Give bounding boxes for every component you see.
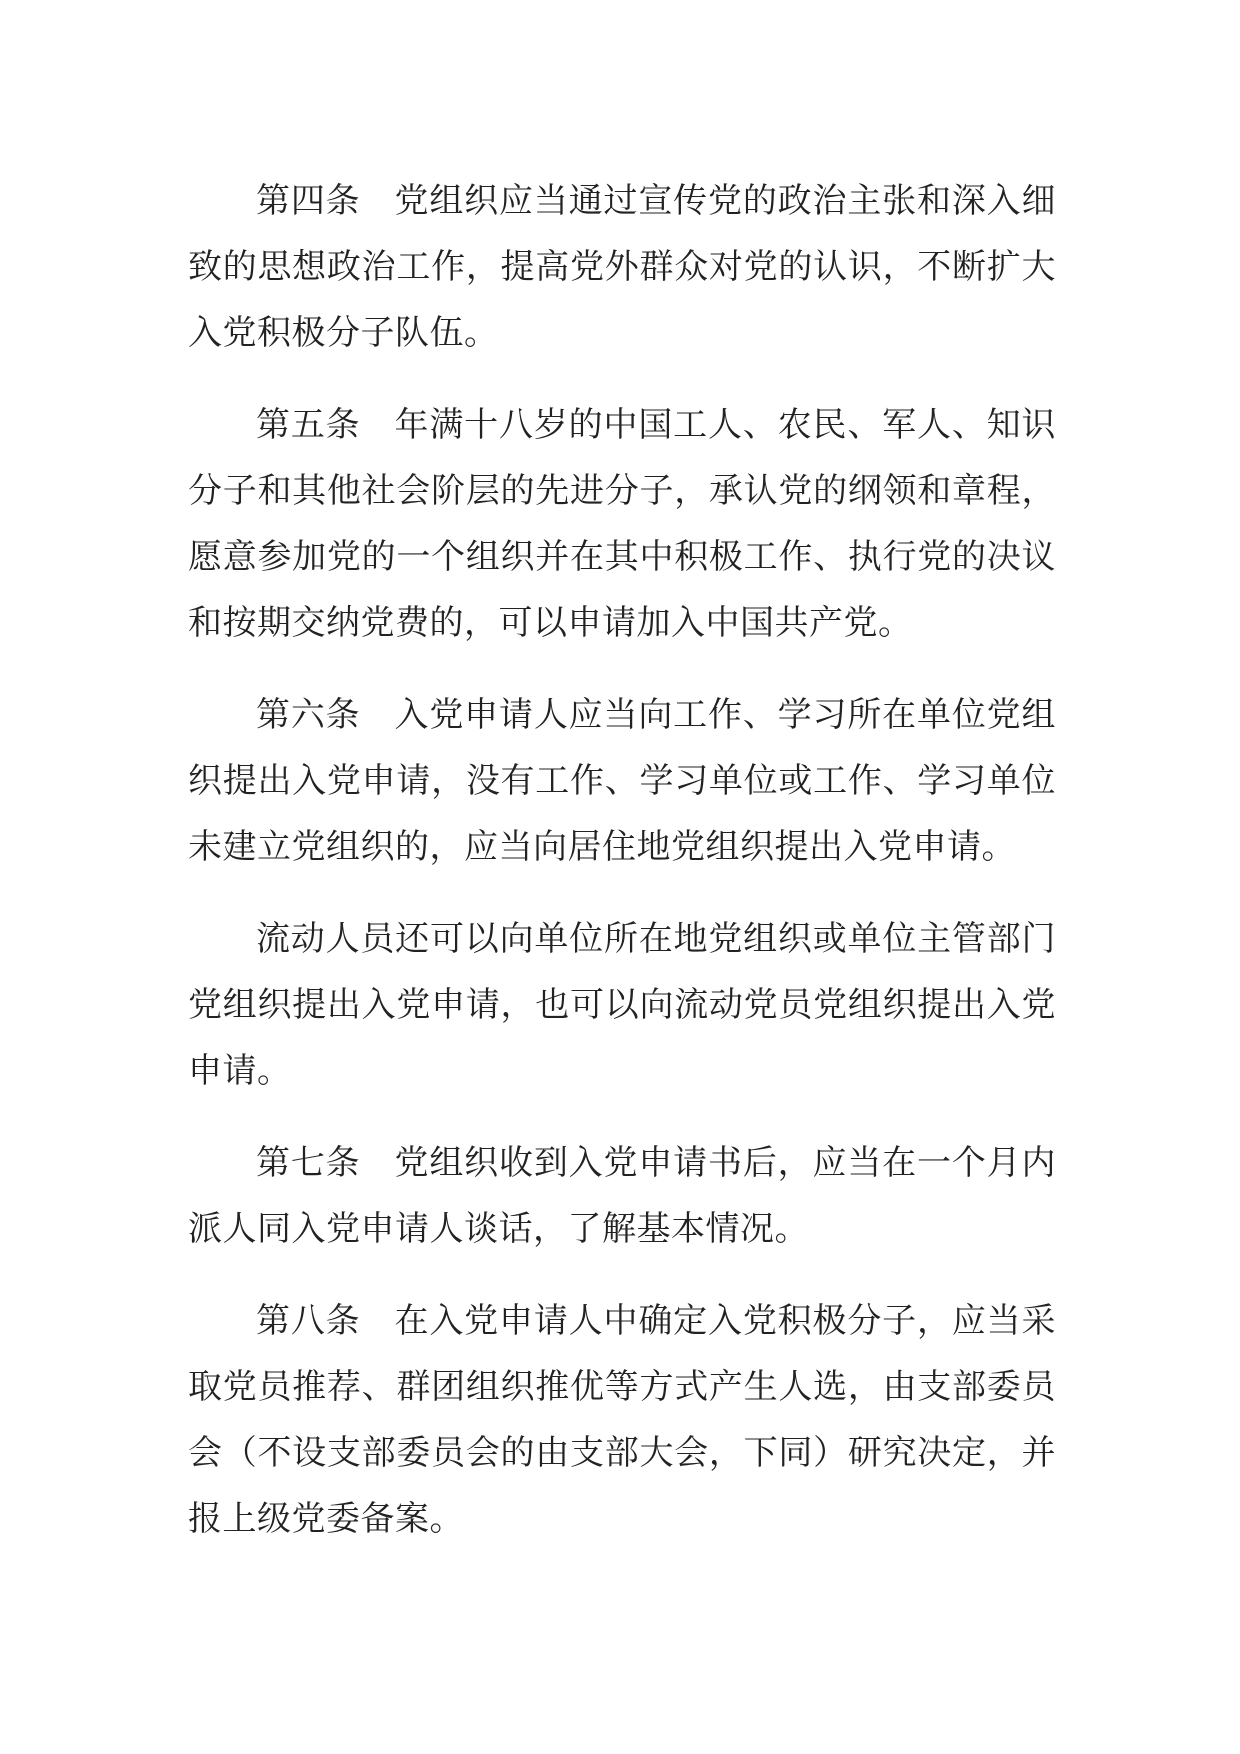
article-6-paragraph	[188, 682, 1056, 880]
article-text: 在入党申请人中确定入党积极分子，应当采取党员推荐、群团组织推优等方式产生人选，由支部委员会（不设支部委员会的由支部大会，下同）研究决定，并报上级党委备案。	[188, 1301, 1056, 1539]
article-number: 第七条	[256, 1143, 361, 1183]
article-4-paragraph	[188, 168, 1056, 366]
article-number: 第八条	[256, 1301, 361, 1341]
article-text: 年满十八岁的中国工人、农民、军人、知识分子和其他社会阶层的先进分子，承认党的纲领和章程，愿意参加党的一个组织并在其中积极工作、执行党的决议和按期交纳党费的，可以申请加入中国共产党。	[188, 405, 1056, 643]
article-number: 第四条	[256, 181, 361, 221]
article-8-paragraph	[188, 1288, 1056, 1552]
article-text: 党组织收到入党申请书后，应当在一个月内派人同入党申请人谈话，了解基本情况。	[188, 1143, 1056, 1249]
article-6-continuation-paragraph	[188, 906, 1056, 1104]
article-5-paragraph	[188, 392, 1056, 656]
document-body	[188, 168, 1056, 1578]
paragraph-text: 流动人员还可以向单位所在地党组织或单位主管部门党组织提出入党申请，也可以向流动党员党组织提出入党申请。	[188, 919, 1056, 1091]
article-text: 入党申请人应当向工作、学习所在单位党组织提出入党申请，没有工作、学习单位或工作、学习单位未建立党组织的，应当向居住地党组织提出入党申请。	[188, 695, 1056, 867]
article-number: 第五条	[256, 405, 361, 445]
article-text: 党组织应当通过宣传党的政治主张和深入细致的思想政治工作，提高党外群众对党的认识，不断扩大入党积极分子队伍。	[188, 181, 1056, 353]
article-number: 第六条	[256, 695, 361, 735]
article-7-paragraph	[188, 1130, 1056, 1262]
